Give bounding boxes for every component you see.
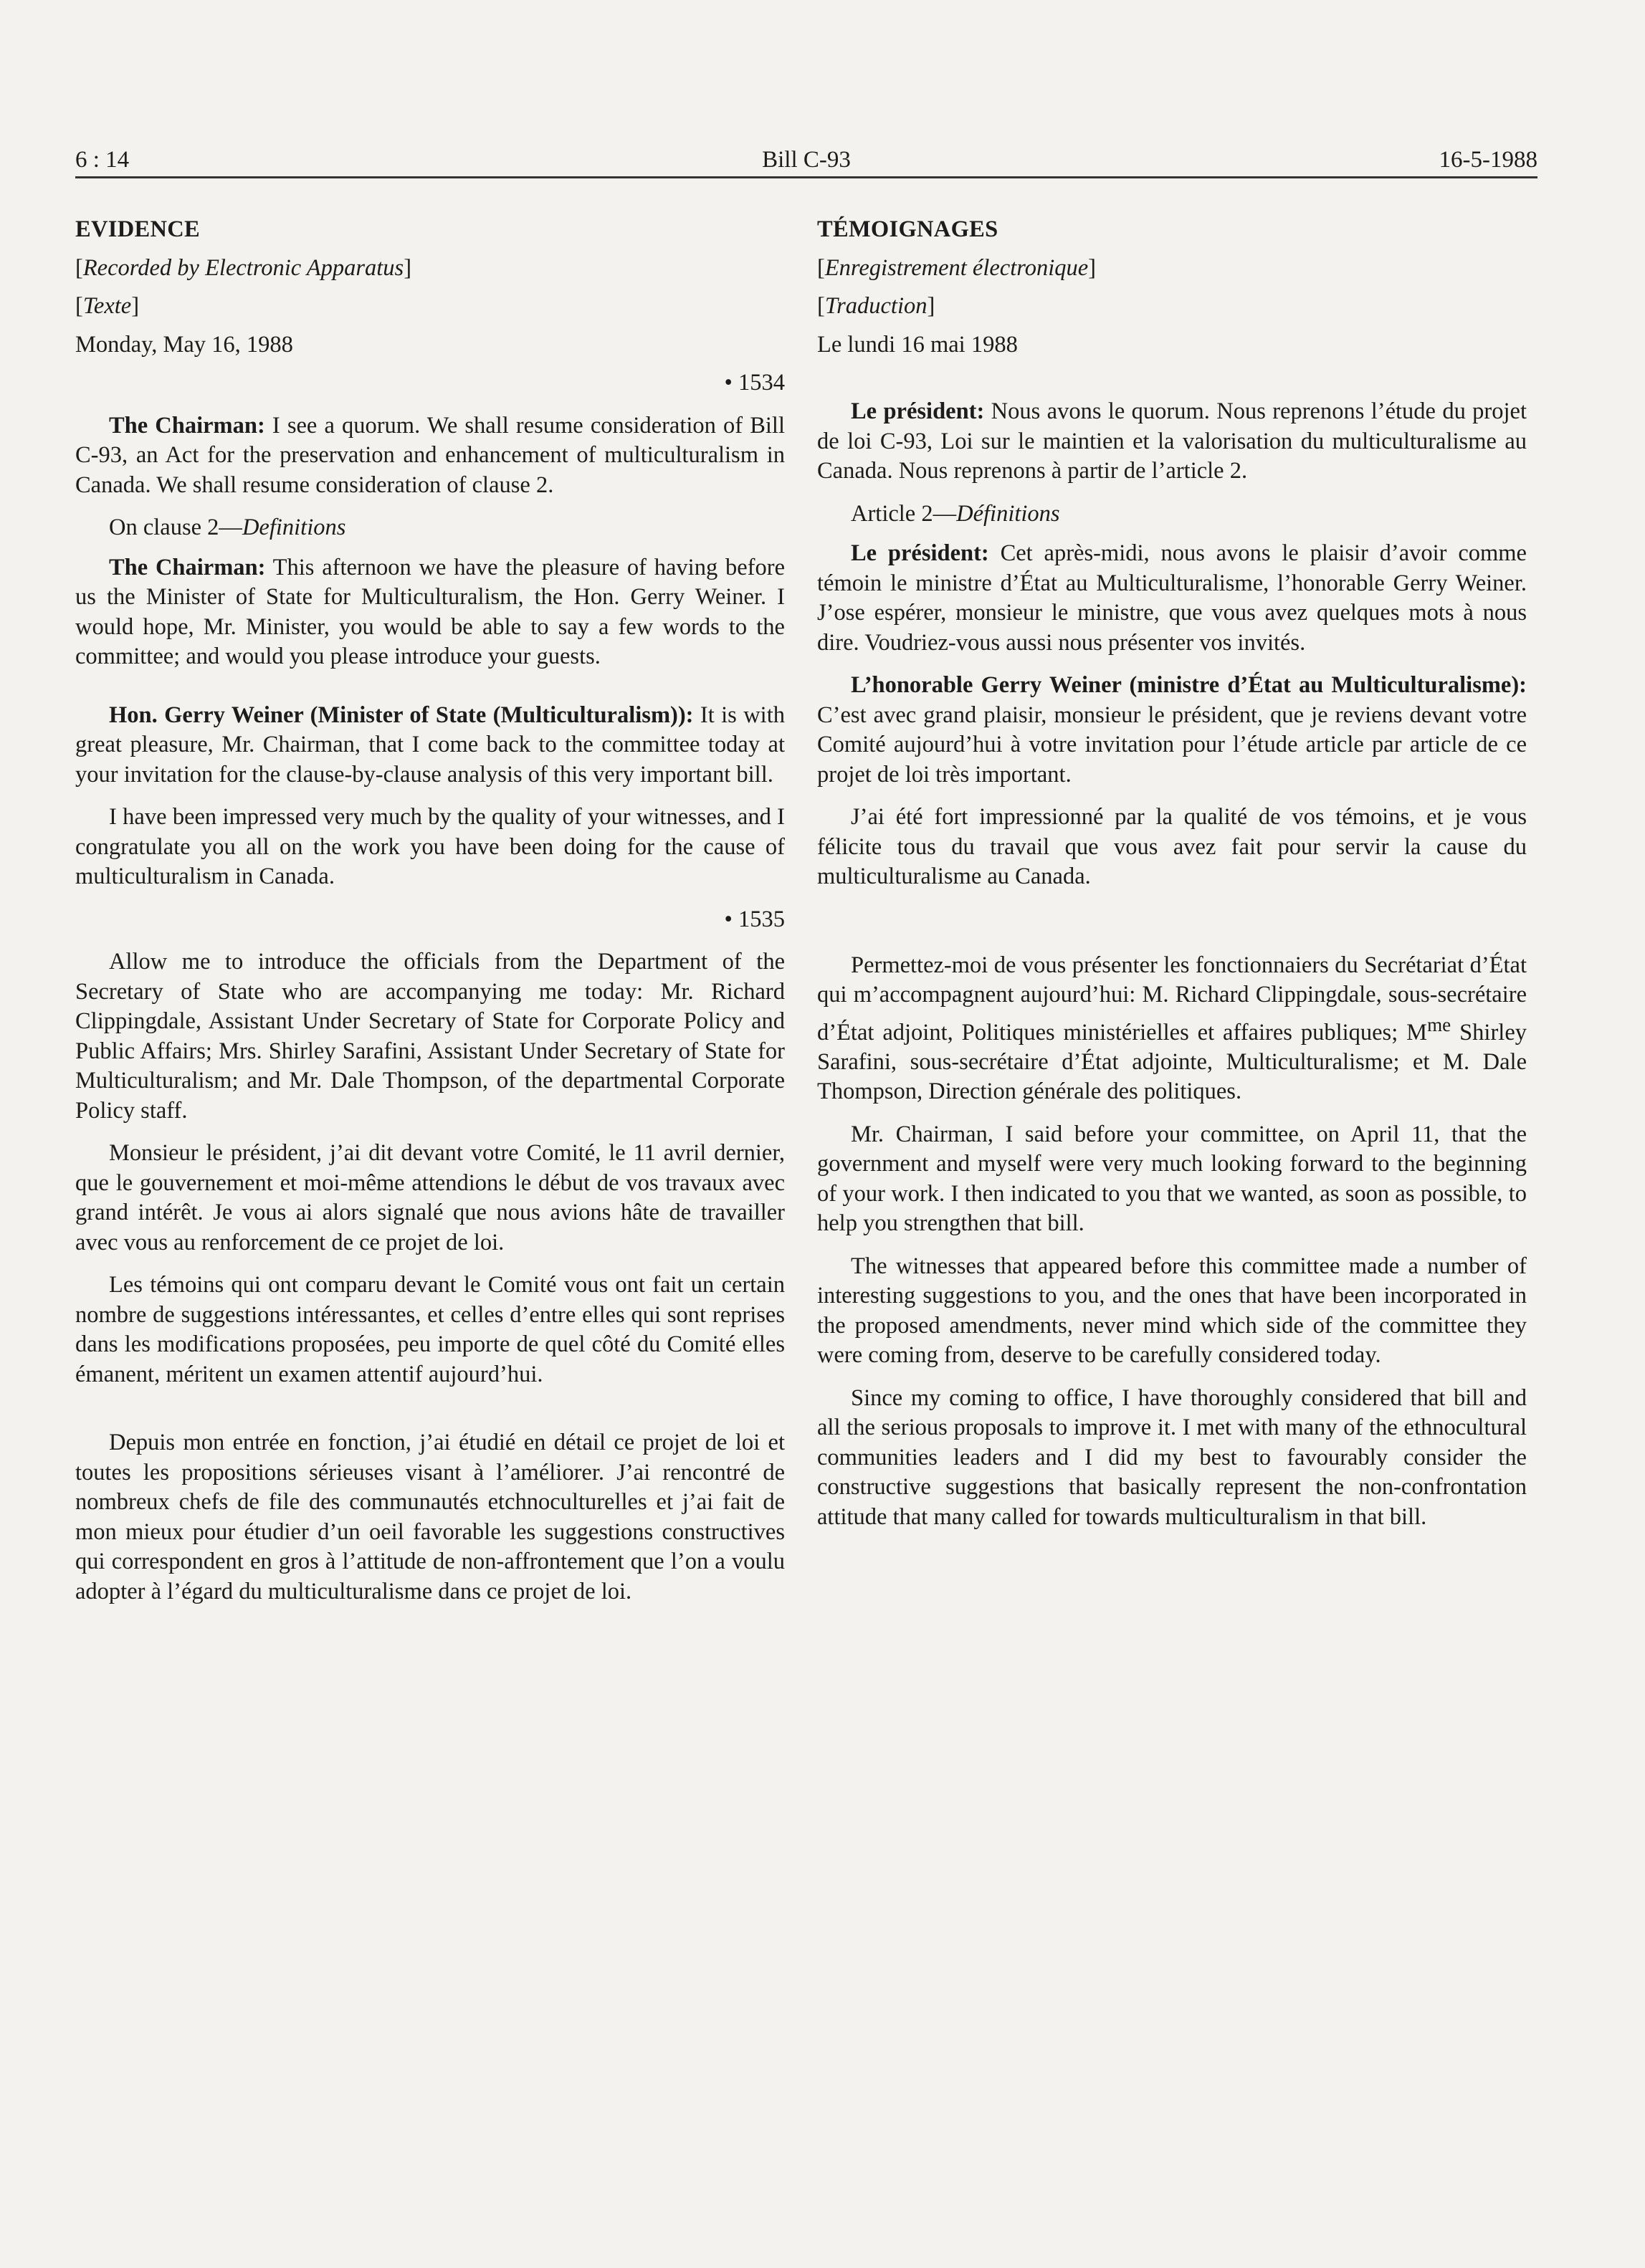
paragraph: Les témoins qui ont comparu devant le Comité vous ont fait un certain nombre de suggestions intéressantes, et celles d’entre elles qui sont reprises dans les modifications proposées, peu importe de quel côté du Comité elles émanent, méritent un examen attentif aujourd’hui. [75, 1272, 785, 1387]
text-label: [Traduction] [817, 293, 935, 319]
paragraph: The witnesses that appeared before this committee made a number of interesting suggestions to you, and the ones that have been incorporated in the proposed amendments, never mind which side of the committee they were coming from, deserve to be carefully considered today. [817, 1253, 1527, 1369]
page-folio: 6 : 14 [75, 147, 130, 173]
speaker-name: The Chairman: [109, 554, 266, 580]
speaker-name: Le président: [851, 540, 989, 566]
header-date: 16-5-1988 [1439, 147, 1537, 173]
paragraph: The Chairman: I see a quorum. We shall resume consideration of Bill C-93, an Act for the preservation and enhancement of multiculturalism in Canada. We shall resume consideration of clause 2. [75, 412, 785, 498]
paragraph: Allow me to introduce the officials from the Department of the Secretary of State who are accompanying me today: Mr. Richard Clippingdale, Assistant Under Secretary of State for Corporate Policy and Public Affairs; Mrs. Shirley Sarafini, Assistant Under Secretary of State for Multiculturalism; and Mr. Dale Thompson, of the departmental Corporate Policy staff. [75, 949, 785, 1124]
paragraph: Le président: Cet après-midi, nous avons le plaisir d’avoir comme témoin le ministre d’État au Multiculturalisme, l’honorable Gerry Weiner. J’ose espérer, monsieur le ministre, que vous avez quelques mots à nous dire. Voudriez-vous aussi nous présenter vos invités. [817, 540, 1527, 656]
text-label: [Texte] [75, 293, 140, 319]
right-column [817, 215, 1527, 1545]
paragraph: Monsieur le président, j’ai dit devant votre Comité, le 11 avril dernier, que le gouvernement et moi-même attendions le début de vos travaux avec grand intérêt. Je vous ai alors signalé que nous avions hâte de travailler avec vous au renforcement de ce projet de loi. [75, 1140, 785, 1255]
time-marker: • 1535 [724, 906, 785, 932]
recording-note: [Enregistrement électronique] [817, 254, 1096, 281]
clause-heading: On clause 2—Definitions [109, 515, 346, 540]
section-heading: TÉMOIGNAGES [817, 216, 998, 242]
paragraph: Depuis mon entrée en fonction, j’ai étudié en détail ce projet de loi et toutes les propositions sérieuses visant à l’améliorer. J’ai rencontré de nombreux chefs de file des communautés etchnoculturelles et j’ai fait de mon mieux pour étudier d’un oeil favorable les suggestions constructives qui correspondent en gros à l’attitude de non-affrontement que l’on a voulu adopter à l’égard du multiculturalisme dans ce projet de loi. [75, 1430, 785, 1604]
page-header [75, 143, 1537, 178]
clause-heading: Article 2—Définitions [851, 500, 1060, 527]
speaker-name: The Chairman: [109, 412, 265, 439]
speaker-name: Hon. Gerry Weiner (Minister of State (Multiculturalism)): [109, 702, 694, 728]
paragraph: Hon. Gerry Weiner (Minister of State (Multiculturalism)): It is with great pleasure, Mr. Chairman, that I come back to the committee today at your invitation for the clause-by-clause analysis of this very important bill. [75, 702, 785, 788]
paragraph: I have been impressed very much by the quality of your witnesses, and I congratulate you all on the work you have been doing for the cause of multiculturalism in Canada. [75, 804, 785, 889]
paragraph: Since my coming to office, I have thoroughly considered that bill and all the serious proposals to improve it. I met with many of the ethnocultural communities leaders and I did my best to favourably consider the constructive suggestions that basically represent the non-confrontation attitude that many called for towards multiculturalism in that bill. [817, 1384, 1527, 1530]
paragraph: L’honorable Gerry Weiner (ministre d’État au Multiculturalisme): C’est avec grand plaisir, monsieur le président, que je reviens devant votre Comité aujourd’hui à votre invitation pour l’étude article par article de ce projet de loi très important. [817, 672, 1527, 788]
speaker-name: L’honorable Gerry Weiner (ministre d’État au Multiculturalisme): [851, 672, 1527, 698]
speaker-name: Le président: [851, 398, 985, 424]
section-heading: EVIDENCE [75, 216, 200, 242]
time-marker: • 1534 [724, 370, 785, 396]
session-date: Monday, May 16, 1988 [75, 331, 293, 358]
paragraph: Mr. Chairman, I said before your committee, on April 11, that the government and myself were very much looking forward to the beginning of your work. I then indicated to you that we wanted, as soon as possible, to help you strengthen that bill. [817, 1121, 1527, 1237]
paragraph: Permettez-moi de vous présenter les fonctionnaiers du Secrétariat d’État qui m’accompagnent aujourd’hui: M. Richard Clippingdale, sous-secrétaire d’État adjoint, Politiques ministérielles et affaires publiques; $M^{me}$ Shirley Sarafini, sous-secrétaire d’État adjointe, Multiculturalisme; et M. Dale Thompson, Direction générale des politiques. [817, 952, 1527, 1105]
paragraph: J’ai été fort impressionné par la qualité de vos témoins, et je vous félicite tous du travail que vous avez fait pour servir la cause du multiculturalisme au Canada. [817, 804, 1527, 889]
paragraph: The Chairman: This afternoon we have the pleasure of having before us the Minister of State for Multiculturalism, the Hon. Gerry Weiner. I would hope, Mr. Minister, you would be able to say a few words to the committee; and would you please introduce your guests. [75, 554, 785, 669]
left-column [75, 215, 785, 1619]
running-title: Bill C-93 [762, 147, 851, 173]
paragraph: Le président: Nous avons le quorum. Nous reprenons l’étude du projet de loi C-93, Loi sur le maintien et la valorisation du multiculturalisme au Canada. Nous reprenons à partir de l’article 2. [817, 398, 1527, 484]
session-date: Le lundi 16 mai 1988 [817, 331, 1018, 358]
recording-note: [Recorded by Electronic Apparatus] [75, 254, 412, 281]
